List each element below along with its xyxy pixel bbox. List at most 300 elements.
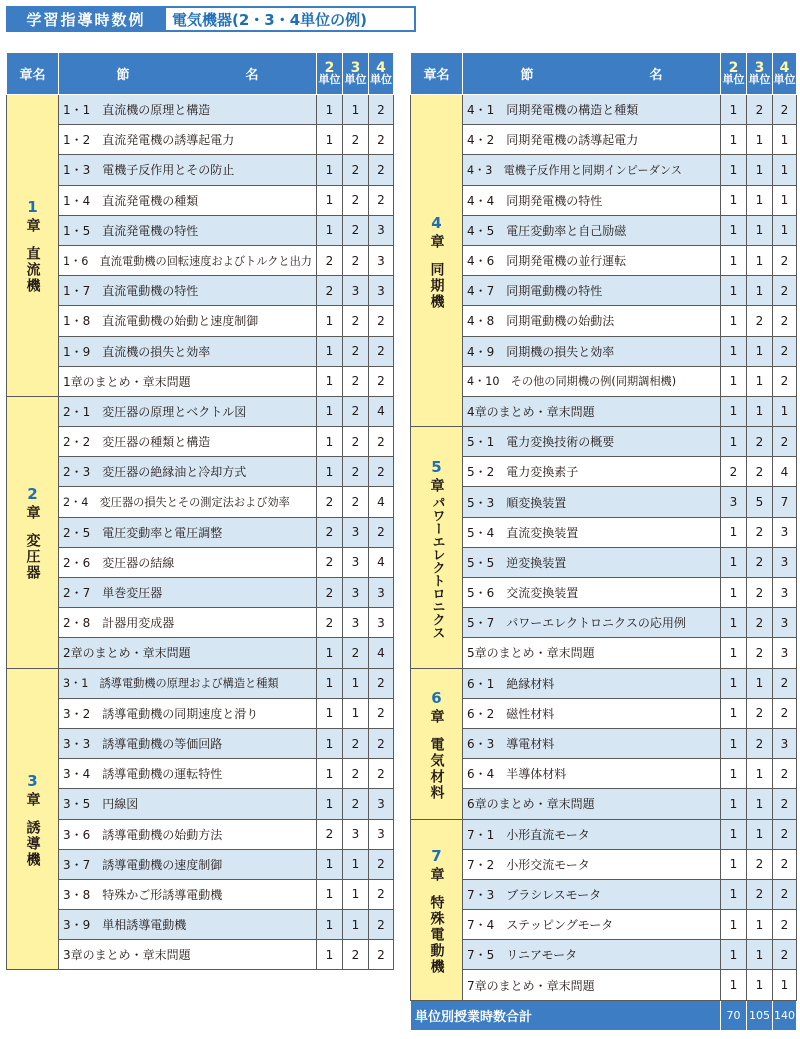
col-unit-4: 4 単位	[773, 53, 797, 95]
unit-value-2: 1	[721, 728, 747, 758]
unit-value-2: 1	[721, 245, 747, 275]
unit-value-2: 1	[721, 638, 747, 668]
unit-value-2: 1	[317, 638, 343, 668]
unit-value-2: 2	[317, 517, 343, 547]
unit-value-2: 1	[721, 517, 747, 547]
unit-value-3: 2	[343, 457, 369, 487]
unit-value-4: 3	[773, 638, 797, 668]
unit-value-4: 2	[369, 125, 394, 155]
unit-value-4: 3	[369, 578, 394, 608]
col-unit-2: 2 単位	[721, 53, 747, 95]
col-unit-3: 3 単位	[747, 53, 773, 95]
unit-value-2: 2	[317, 608, 343, 638]
unit-value-2: 2	[317, 276, 343, 306]
section-name: 6・4 半導体材料	[463, 759, 721, 789]
section-name: 4・1 同期発電機の構造と種類	[463, 95, 721, 125]
col-unit-2: 2 単位	[317, 53, 343, 95]
table-row	[411, 940, 797, 970]
section-name: 5・7 パワーエレクトロニクスの応用例	[463, 608, 721, 638]
table-row	[7, 245, 394, 275]
section-name: 7・4 ステッピングモータ	[463, 910, 721, 940]
unit-value-2: 1	[721, 155, 747, 185]
unit-value-4: 3	[773, 578, 797, 608]
unit-value-2: 1	[721, 125, 747, 155]
unit-value-4: 4	[369, 547, 394, 577]
unit-value-3: 3	[343, 819, 369, 849]
unit-value-3: 2	[343, 638, 369, 668]
unit-value-2: 1	[721, 970, 747, 1000]
chapter-cell	[7, 396, 59, 668]
section-name: 5・4 直流変換装置	[463, 517, 721, 547]
unit-value-3: 1	[343, 879, 369, 909]
unit-value-4: 2	[369, 879, 394, 909]
unit-value-3: 2	[747, 849, 773, 879]
chapter-number: 1	[27, 198, 38, 217]
header-title: 電気機器(2・3・4単位の例)	[166, 6, 416, 32]
unit-value-4: 2	[773, 427, 797, 457]
table-row	[411, 396, 797, 426]
unit-value-3: 3	[343, 578, 369, 608]
table-row	[411, 789, 797, 819]
unit-value-4: 1	[773, 215, 797, 245]
unit-value-2: 1	[317, 910, 343, 940]
unit-value-4: 2	[369, 698, 394, 728]
schedule-table-right	[410, 52, 797, 1031]
section-name: 3・9 単相誘導電動機	[59, 910, 317, 940]
table-row	[411, 215, 797, 245]
section-name: 3・3 誘導電動機の等価回路	[59, 728, 317, 758]
section-name: 7・3 ブラシレスモータ	[463, 879, 721, 909]
table-row	[411, 185, 797, 215]
unit-value-2: 2	[317, 819, 343, 849]
table-row	[7, 547, 394, 577]
section-name: 1・8 直流電動機の始動と速度制御	[59, 306, 317, 336]
section-name: 2・7 単巻変圧器	[59, 578, 317, 608]
chapter-cell	[7, 95, 59, 397]
unit-value-2: 1	[721, 366, 747, 396]
unit-value-4: 2	[369, 155, 394, 185]
unit-value-4: 4	[773, 457, 797, 487]
total-unit-3: 105	[747, 1000, 773, 1030]
section-name: 1・3 電機子反作用とその防止	[59, 155, 317, 185]
unit-value-4: 1	[773, 970, 797, 1000]
section-name: 5・6 交流変換装置	[463, 578, 721, 608]
unit-value-3: 2	[747, 608, 773, 638]
unit-value-2: 1	[317, 336, 343, 366]
unit-value-2: 2	[721, 457, 747, 487]
unit-value-4: 1	[773, 185, 797, 215]
table-row	[7, 215, 394, 245]
unit-value-2: 1	[721, 578, 747, 608]
unit-value-3: 1	[747, 970, 773, 1000]
unit-value-4: 2	[773, 276, 797, 306]
unit-value-3: 2	[343, 245, 369, 275]
unit-value-4: 3	[773, 547, 797, 577]
section-name: 5・5 逆変換装置	[463, 547, 721, 577]
table-row	[7, 879, 394, 909]
unit-value-2: 1	[721, 698, 747, 728]
unit-value-3: 2	[343, 185, 369, 215]
section-name: 6・3 導電材料	[463, 728, 721, 758]
unit-value-4: 3	[773, 608, 797, 638]
table-row	[7, 728, 394, 758]
unit-value-2: 1	[317, 125, 343, 155]
table-row	[7, 668, 394, 698]
total-unit-2: 70	[721, 1000, 747, 1030]
section-name: 7章のまとめ・章末問題	[463, 970, 721, 1000]
unit-value-4: 2	[369, 95, 394, 125]
table-row	[7, 849, 394, 879]
unit-value-2: 1	[721, 759, 747, 789]
unit-value-4: 2	[773, 336, 797, 366]
unit-value-3: 5	[747, 487, 773, 517]
unit-value-4: 2	[369, 517, 394, 547]
unit-value-4: 3	[369, 276, 394, 306]
unit-value-3: 2	[343, 396, 369, 426]
unit-value-3: 1	[343, 95, 369, 125]
unit-value-4: 7	[773, 487, 797, 517]
unit-value-2: 1	[721, 336, 747, 366]
section-name: 7・2 小形交流モータ	[463, 849, 721, 879]
section-name: 1・7 直流電動機の特性	[59, 276, 317, 306]
unit-value-2: 1	[721, 306, 747, 336]
section-name: 2・4 変圧器の損失とその測定法および効率	[59, 487, 317, 517]
unit-value-3: 2	[343, 728, 369, 758]
chapter-name: パワーエレクトロニクス	[429, 495, 445, 639]
chapter-name: 変圧器	[24, 533, 41, 582]
table-row	[7, 95, 394, 125]
unit-value-3: 2	[343, 366, 369, 396]
unit-value-4: 2	[369, 728, 394, 758]
unit-value-2: 1	[317, 849, 343, 879]
table-row	[411, 517, 797, 547]
col-unit-3: 3 単位	[343, 53, 369, 95]
unit-value-2: 1	[317, 879, 343, 909]
unit-value-4: 3	[369, 789, 394, 819]
section-name: 1・6 直流電動機の回転速度およびトルクと出力	[59, 245, 317, 275]
total-unit-4: 140	[773, 1000, 797, 1030]
unit-value-3: 2	[343, 759, 369, 789]
unit-value-4: 1	[773, 125, 797, 155]
table-row	[411, 970, 797, 1000]
table-row	[7, 517, 394, 547]
unit-value-4: 2	[773, 879, 797, 909]
section-name: 4・4 同期発電機の特性	[463, 185, 721, 215]
unit-value-4: 2	[369, 336, 394, 366]
table-row	[411, 547, 797, 577]
table-row	[7, 336, 394, 366]
chapter-number: 3	[27, 772, 38, 790]
header-label: 学習指導時数例	[6, 6, 166, 32]
chapter-cell	[411, 668, 463, 819]
unit-value-3: 1	[747, 789, 773, 819]
table-row	[411, 366, 797, 396]
table-row	[411, 668, 797, 698]
unit-value-2: 1	[721, 215, 747, 245]
unit-value-2: 1	[721, 819, 747, 849]
chapter-number: 6	[431, 688, 442, 707]
unit-value-3: 1	[343, 849, 369, 879]
section-name: 2・3 変圧器の絶縁油と冷却方式	[59, 457, 317, 487]
section-name: 2・6 変圧器の結線	[59, 547, 317, 577]
unit-value-2: 1	[721, 668, 747, 698]
table-row	[411, 578, 797, 608]
table-row	[411, 698, 797, 728]
unit-value-2: 1	[317, 215, 343, 245]
unit-value-3: 2	[747, 879, 773, 909]
unit-value-3: 2	[747, 427, 773, 457]
chapter-name: 特殊電動機	[428, 894, 445, 975]
total-row	[411, 1000, 797, 1030]
table-header-row	[411, 53, 797, 95]
table-row	[411, 879, 797, 909]
table-row	[7, 578, 394, 608]
unit-value-2: 3	[721, 487, 747, 517]
unit-value-2: 1	[317, 427, 343, 457]
unit-value-2: 1	[317, 668, 343, 698]
section-name: 3・7 誘導電動機の速度制御	[59, 849, 317, 879]
unit-value-2: 1	[721, 276, 747, 306]
unit-value-2: 1	[317, 457, 343, 487]
unit-value-4: 2	[773, 789, 797, 819]
unit-value-4: 2	[369, 427, 394, 457]
unit-value-4: 4	[369, 487, 394, 517]
unit-value-2: 1	[721, 879, 747, 909]
col-chapter: 章名	[411, 53, 463, 95]
table-row	[7, 910, 394, 940]
unit-value-3: 1	[747, 366, 773, 396]
table-row	[7, 487, 394, 517]
unit-value-2: 2	[317, 578, 343, 608]
unit-value-2: 2	[317, 245, 343, 275]
unit-value-4: 2	[773, 245, 797, 275]
schedule-table-left	[6, 52, 394, 970]
unit-value-4: 3	[369, 819, 394, 849]
col-section: 節 名	[463, 53, 721, 95]
chapter-kanji: 章	[428, 866, 445, 883]
section-name: 3・2 誘導電動機の同期速度と滑り	[59, 698, 317, 728]
table-row	[7, 125, 394, 155]
table-row	[7, 306, 394, 336]
section-name: 4章のまとめ・章末問題	[463, 396, 721, 426]
col-chapter: 章名	[7, 53, 59, 95]
unit-value-4: 3	[369, 608, 394, 638]
unit-value-4: 2	[369, 940, 394, 970]
section-name: 3・4 誘導電動機の運転特性	[59, 759, 317, 789]
unit-value-2: 1	[721, 185, 747, 215]
chapter-name: 直流機	[24, 246, 41, 295]
unit-value-3: 1	[747, 125, 773, 155]
unit-value-2: 1	[721, 547, 747, 577]
unit-value-4: 2	[773, 759, 797, 789]
unit-value-3: 1	[747, 245, 773, 275]
unit-value-3: 2	[747, 547, 773, 577]
unit-value-4: 3	[369, 245, 394, 275]
unit-value-3: 3	[343, 276, 369, 306]
unit-value-4: 2	[369, 306, 394, 336]
table-row	[411, 306, 797, 336]
unit-value-3: 1	[747, 215, 773, 245]
unit-value-4: 2	[369, 910, 394, 940]
section-name: 4・2 同期発電機の誘導起電力	[463, 125, 721, 155]
unit-value-4: 3	[369, 215, 394, 245]
unit-value-4: 2	[773, 668, 797, 698]
section-name: 1・5 直流発電機の特性	[59, 215, 317, 245]
chapter-number: 2	[27, 485, 38, 504]
unit-value-3: 1	[747, 396, 773, 426]
unit-value-3: 3	[343, 517, 369, 547]
unit-value-4: 2	[773, 849, 797, 879]
unit-value-3: 2	[343, 336, 369, 366]
section-name: 7・1 小形直流モータ	[463, 819, 721, 849]
section-name: 2章のまとめ・章末問題	[59, 638, 317, 668]
unit-value-2: 1	[721, 849, 747, 879]
table-row	[411, 910, 797, 940]
chapter-name: 誘導機	[24, 820, 41, 868]
table-row	[7, 819, 394, 849]
unit-value-3: 1	[343, 698, 369, 728]
unit-value-3: 3	[343, 608, 369, 638]
section-name: 5・1 電力変換技術の概要	[463, 427, 721, 457]
unit-value-2: 2	[317, 487, 343, 517]
unit-value-3: 2	[747, 728, 773, 758]
unit-value-2: 2	[317, 547, 343, 577]
unit-value-3: 1	[343, 910, 369, 940]
unit-value-3: 1	[747, 668, 773, 698]
unit-value-2: 1	[317, 396, 343, 426]
unit-value-3: 1	[747, 910, 773, 940]
unit-value-3: 2	[747, 638, 773, 668]
section-name: 1章のまとめ・章末問題	[59, 366, 317, 396]
section-name: 2・1 変圧器の原理とベクトル図	[59, 396, 317, 426]
section-name: 1・2 直流発電機の誘導起電力	[59, 125, 317, 155]
section-name: 4・10 その他の同期機の例(同期調相機)	[463, 366, 721, 396]
table-row	[7, 940, 394, 970]
section-name: 1・1 直流機の原理と構造	[59, 95, 317, 125]
chapter-cell	[411, 819, 463, 1000]
chapter-kanji: 章	[24, 792, 41, 808]
table-row	[7, 276, 394, 306]
section-name: 3・1 誘導電動機の原理および構造と種類	[59, 668, 317, 698]
section-name: 4・5 電圧変動率と自己励磁	[463, 215, 721, 245]
col-section: 節 名	[59, 53, 317, 95]
unit-value-2: 1	[317, 366, 343, 396]
unit-value-4: 1	[773, 155, 797, 185]
chapter-cell	[7, 668, 59, 970]
unit-value-3: 1	[343, 668, 369, 698]
unit-value-4: 2	[369, 759, 394, 789]
table-row	[411, 457, 797, 487]
unit-value-3: 1	[747, 336, 773, 366]
unit-value-4: 2	[773, 306, 797, 336]
table-row	[411, 276, 797, 306]
unit-value-3: 2	[747, 517, 773, 547]
unit-value-3: 3	[343, 547, 369, 577]
unit-value-3: 2	[343, 427, 369, 457]
unit-value-3: 2	[343, 306, 369, 336]
section-name: 4・6 同期発電機の並行運転	[463, 245, 721, 275]
unit-value-3: 2	[343, 940, 369, 970]
section-name: 1・9 直流機の損失と効率	[59, 336, 317, 366]
unit-value-4: 2	[773, 366, 797, 396]
unit-value-2: 1	[317, 728, 343, 758]
unit-value-3: 2	[747, 578, 773, 608]
unit-value-2: 1	[317, 95, 343, 125]
section-name: 4・3 電機子反作用と同期インピーダンス	[463, 155, 721, 185]
chapter-number: 5	[431, 457, 442, 476]
unit-value-4: 4	[369, 396, 394, 426]
table-row	[7, 396, 394, 426]
table-row	[411, 819, 797, 849]
total-label: 単位別授業時数合計	[411, 1000, 721, 1030]
unit-value-4: 2	[773, 940, 797, 970]
col-unit-4: 4 単位	[369, 53, 394, 95]
unit-value-2: 1	[317, 789, 343, 819]
unit-value-4: 4	[369, 638, 394, 668]
section-name: 6章のまとめ・章末問題	[463, 789, 721, 819]
section-name: 4・7 同期電動機の特性	[463, 276, 721, 306]
section-name: 3・6 誘導電動機の始動方法	[59, 819, 317, 849]
unit-value-2: 1	[317, 698, 343, 728]
section-name: 5・3 順変換装置	[463, 487, 721, 517]
chapter-name: 電気材料	[428, 736, 445, 801]
unit-value-3: 2	[747, 95, 773, 125]
unit-value-3: 1	[747, 940, 773, 970]
unit-value-4: 2	[369, 457, 394, 487]
section-name: 5・2 電力変換素子	[463, 457, 721, 487]
section-name: 3章のまとめ・章末問題	[59, 940, 317, 970]
unit-value-3: 2	[343, 789, 369, 819]
unit-value-3: 2	[343, 125, 369, 155]
unit-value-2: 1	[721, 396, 747, 426]
table-row	[411, 849, 797, 879]
unit-value-3: 2	[747, 698, 773, 728]
section-name: 1・4 直流発電機の種類	[59, 185, 317, 215]
section-name: 7・5 リニアモータ	[463, 940, 721, 970]
unit-value-2: 1	[317, 155, 343, 185]
unit-value-2: 1	[317, 940, 343, 970]
section-name: 4・9 同期機の損失と効率	[463, 336, 721, 366]
unit-value-4: 3	[773, 517, 797, 547]
unit-value-2: 1	[317, 306, 343, 336]
table-row	[411, 155, 797, 185]
chapter-kanji: 章	[428, 708, 445, 725]
section-name: 2・5 電圧変動率と電圧調整	[59, 517, 317, 547]
table-row	[411, 608, 797, 638]
unit-value-3: 2	[747, 457, 773, 487]
section-name: 5章のまとめ・章末問題	[463, 638, 721, 668]
table-row	[7, 638, 394, 668]
table-row	[411, 336, 797, 366]
section-name: 6・2 磁性材料	[463, 698, 721, 728]
table-row	[411, 638, 797, 668]
unit-value-2: 1	[721, 789, 747, 819]
unit-value-3: 1	[747, 276, 773, 306]
section-name: 3・8 特殊かご形誘導電動機	[59, 879, 317, 909]
unit-value-3: 2	[343, 487, 369, 517]
unit-value-4: 2	[773, 819, 797, 849]
unit-value-2: 1	[721, 910, 747, 940]
section-name: 3・5 円線図	[59, 789, 317, 819]
unit-value-2: 1	[317, 185, 343, 215]
table-row	[411, 125, 797, 155]
table-row	[7, 457, 394, 487]
chapter-number: 4	[431, 213, 442, 232]
table-row	[7, 759, 394, 789]
chapter-number: 7	[431, 846, 442, 865]
chapter-cell	[411, 95, 463, 427]
unit-value-3: 1	[747, 819, 773, 849]
